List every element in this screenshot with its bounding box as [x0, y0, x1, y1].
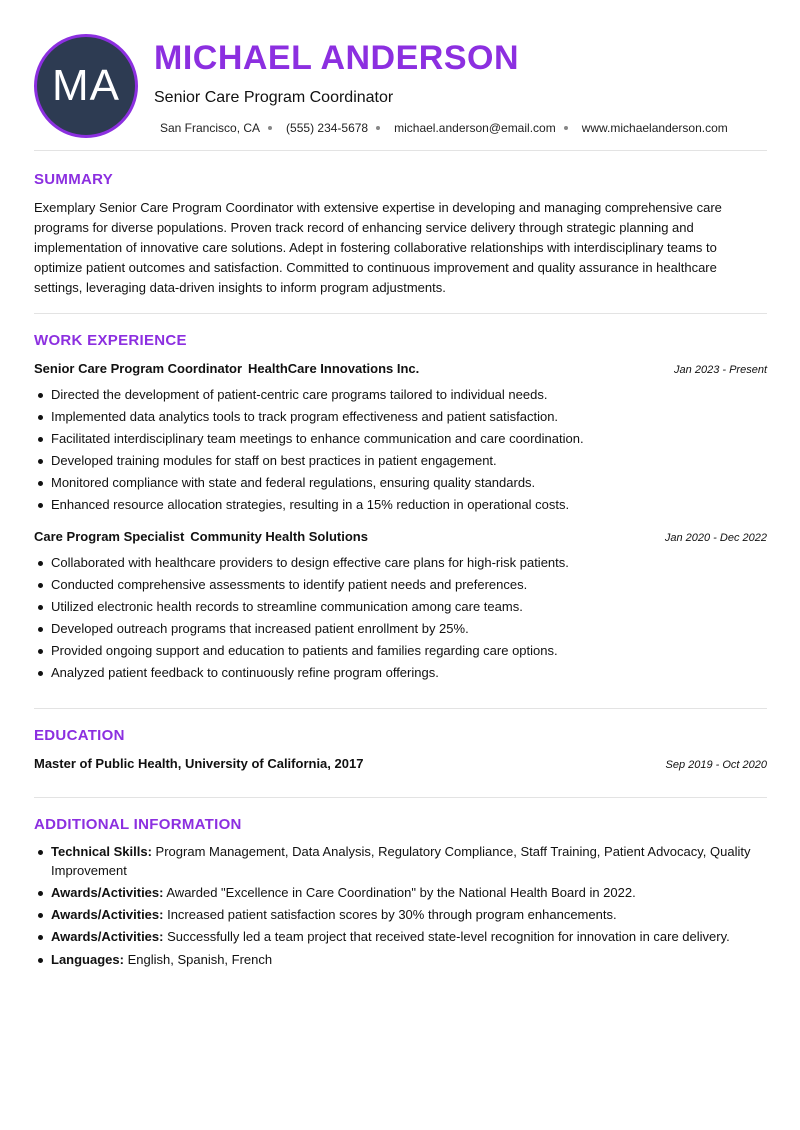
contact-email[interactable]: michael.anderson@email.com: [394, 121, 556, 135]
separator-dot-icon: [564, 126, 568, 130]
list-item: Collaborated with healthcare providers to design effective care plans for high-risk patients.: [51, 552, 767, 574]
additional-information-list: [34, 842, 767, 969]
list-item: Monitored compliance with state and federal regulations, ensuring quality standards.: [51, 472, 767, 494]
job-title: [34, 360, 419, 378]
list-item: Utilized electronic health records to streamline communication among care teams.: [51, 596, 767, 618]
list-item: [51, 842, 767, 880]
list-item: [51, 927, 767, 946]
job-dates: Jan 2020 - Dec 2022: [664, 532, 767, 544]
additional-information-section: [34, 798, 767, 969]
job-position: Senior Care Program Coordinator: [34, 361, 243, 376]
list-item: [51, 883, 767, 902]
job-bullets: [34, 384, 767, 516]
avatar-initials: MA: [52, 61, 120, 110]
item-label: Awards/Activities:: [51, 929, 164, 944]
job-header: [34, 360, 767, 379]
separator-dot-icon: [268, 126, 272, 130]
list-item: Directed the development of patient-centric care programs tailored to individual needs.: [51, 384, 767, 406]
list-item: Developed outreach programs that increased patient enrollment by 25%.: [51, 618, 767, 640]
summary-text: Exemplary Senior Care Program Coordinator with extensive expertise in developing and managing comprehensive care programs for diverse populations. Proven track record of enhancing service delivery through strategic planning and implementation of innovative care solutions. Adept in fostering collaborative relationships with interdisciplinary teams to optimize patient outcomes and satisfaction. Committed to continuous improvement and quality assurance in healthcare settings, leveraging data-driven insights to inform program adjustments.: [34, 200, 722, 295]
item-label: Languages:: [51, 952, 124, 967]
item-label: Awards/Activities:: [51, 907, 164, 922]
list-item: Conducted comprehensive assessments to identify patient needs and preferences.: [51, 574, 767, 596]
job-entry: [34, 360, 767, 516]
job-position: Care Program Specialist: [34, 529, 185, 544]
item-label: Awards/Activities:: [51, 885, 164, 900]
item-text: Program Management, Data Analysis, Regulatory Compliance, Staff Training, Patient Advocacy, Quality Improvement: [51, 844, 751, 878]
list-item: Facilitated interdisciplinary team meetings to enhance communication and care coordination.: [51, 428, 767, 450]
separator-dot-icon: [376, 126, 380, 130]
candidate-role: Senior Care Program Coordinator: [154, 89, 394, 106]
list-item: Provided ongoing support and education to patients and families regarding care options.: [51, 640, 767, 662]
work-experience-section: [34, 314, 767, 708]
summary-section: [34, 151, 767, 313]
list-item: Implemented data analytics tools to track program effectiveness and patient satisfaction.: [51, 406, 767, 428]
job-bullets: [34, 552, 767, 684]
list-item: [51, 950, 767, 969]
list-item: Enhanced resource allocation strategies, resulting in a 15% reduction in operational costs.: [51, 494, 767, 516]
resume-header: [34, 0, 767, 150]
item-text: English, Spanish, French: [127, 952, 273, 967]
item-text: Awarded "Excellence in Care Coordination" by the National Health Board in 2022.: [166, 885, 636, 900]
job-entry: [34, 528, 767, 684]
education-title: EDUCATION: [34, 727, 125, 744]
additional-information-title: ADDITIONAL INFORMATION: [34, 816, 242, 833]
education-entry: [34, 755, 767, 774]
education-section: [34, 709, 767, 797]
contact-phone: (555) 234-5678: [286, 121, 369, 135]
list-item: Analyzed patient feedback to continuously refine program offerings.: [51, 662, 767, 684]
candidate-name: MICHAEL ANDERSON: [154, 39, 520, 77]
contact-info: [160, 120, 728, 136]
education-degree: Master of Public Health, University of California, 2017: [34, 756, 364, 771]
contact-website[interactable]: www.michaelanderson.com: [581, 121, 728, 135]
item-text: Successfully led a team project that received state-level recognition for innovation in care delivery.: [167, 929, 730, 944]
summary-title: SUMMARY: [34, 171, 114, 188]
avatar: [34, 34, 138, 138]
item-label: Technical Skills:: [51, 844, 152, 859]
job-dates: Jan 2023 - Present: [674, 364, 767, 376]
job-header: [34, 528, 767, 547]
list-item: [51, 905, 767, 924]
job-title: [34, 528, 368, 546]
work-experience-title: WORK EXPERIENCE: [34, 332, 187, 349]
job-company: Community Health Solutions: [190, 529, 368, 544]
education-dates: Sep 2019 - Oct 2020: [665, 759, 767, 771]
list-item: Developed training modules for staff on best practices in patient engagement.: [51, 450, 767, 472]
contact-location: San Francisco, CA: [160, 121, 261, 135]
job-company: HealthCare Innovations Inc.: [248, 361, 420, 376]
item-text: Increased patient satisfaction scores by 30% through program enhancements.: [167, 907, 617, 922]
